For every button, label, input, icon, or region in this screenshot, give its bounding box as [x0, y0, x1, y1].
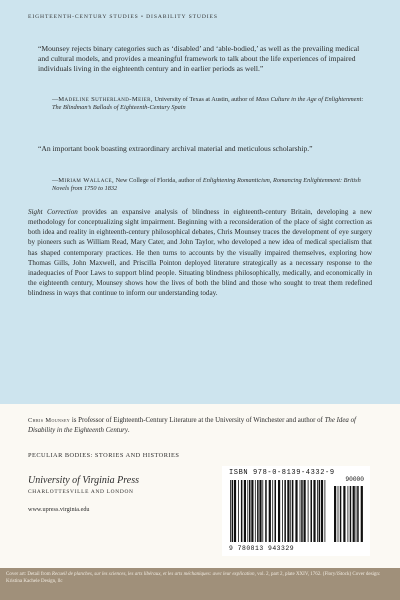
barcode-bar	[357, 486, 359, 542]
barcode-bar	[304, 480, 306, 542]
barcode-bar	[325, 480, 326, 542]
barcode-bar	[343, 486, 345, 542]
attribution-book: Mass Culture in the Age of Enlightenment: The Blindman’s Ballads of Eighteenth-Century Spain	[52, 96, 364, 112]
barcode-bar	[272, 480, 273, 542]
barcode-bar	[295, 480, 297, 542]
credit-text: Detail from	[26, 572, 52, 577]
barcode-bar	[290, 480, 291, 542]
barcode-bar	[338, 486, 339, 542]
author-name: Chris Mounsey	[28, 417, 71, 424]
barcode-bar	[255, 480, 256, 542]
attribution-book: Enlightening Romanticism, Romancing Enlightenment: British Novels from 1750 to 1832	[52, 177, 361, 193]
barcode-bar	[356, 486, 357, 542]
isbn-label: ISBN 978-0-8139-4332-9	[229, 469, 335, 477]
barcode-bar	[300, 480, 301, 542]
barcode-bar	[238, 480, 239, 542]
attribution-dash: —	[52, 177, 59, 184]
price-code: 90000	[345, 476, 364, 483]
barcode-bar	[292, 480, 294, 542]
barcode-bar	[278, 480, 280, 542]
barcode-bars	[222, 466, 370, 556]
barcode-bar	[275, 480, 277, 542]
barcode-bar	[313, 480, 315, 542]
barcode-bar	[350, 486, 352, 542]
barcode-bar	[334, 486, 336, 542]
barcode-bar	[321, 480, 323, 542]
publisher-name: University of Virginia Press	[28, 475, 140, 486]
blurb-attribution-1	[52, 96, 374, 113]
barcode-bar	[348, 486, 349, 542]
author-bio	[28, 416, 372, 436]
attribution-name: Madeline Sutherland-Meier,	[58, 96, 153, 103]
barcode-bar	[262, 480, 263, 542]
attribution-affiliation: New College of Florida, author of	[114, 177, 203, 184]
attribution-dash: —	[52, 96, 59, 103]
barcode-bar	[251, 480, 253, 542]
book-title: Sight Correction	[28, 208, 78, 216]
author-book: The Idea of Disability in the Eighteenth Century	[28, 417, 356, 434]
barcode-digits: 9 780813 943329	[229, 545, 295, 552]
series-name: PECULIAR BODIES: STORIES AND HISTORIES	[28, 452, 180, 459]
barcode-bar	[234, 480, 236, 542]
barcode-bar	[361, 486, 363, 542]
book-description	[28, 207, 372, 298]
barcode-bar	[340, 486, 342, 542]
barcode-bar	[353, 486, 355, 542]
barcode-bar	[282, 480, 283, 542]
description-body: provides an expansive analysis of blindness in eighteenth-century Britain, developing a new methodology for conceptualizing sight impairment. Beginning with a reconsideration of the place of sight correction as both idea and reality in eighteenth-century philosophical debates, Chris Mounsey traces the development of eye surgery by pioneers such as William Read, Mary Cater, and John Taylor, who developed a new idea of medical specialism that has shaped contemporary practices. He then turns to accounts by the visually impaired themselves, exploring how Thomas Gills, John Maxwell, and Priscilla Pointon deployed literature strategically as a necessary response to the inadequacies of Poor Laws to support blind people. Situating blindness philosophically, medically, and economically in the eighteenth century, Mounsey shows how the lives of both the blind and those who sought to treat them redefined blindness in ways that continue to inform our understanding today.	[28, 208, 372, 298]
attribution-affiliation: University of Texas at Austin, author of	[152, 96, 256, 103]
barcode-bar	[230, 480, 231, 542]
barcode-bar	[284, 480, 286, 542]
author-bio-end: .	[127, 427, 130, 434]
credit-label-art: Cover art:	[6, 572, 27, 577]
barcode-bar	[319, 480, 321, 542]
barcode-bar	[249, 480, 251, 542]
credit-title: Recueil de planches, sur les sciences, les arts libéraux, et les arts méchaniques: avec leur explication	[51, 572, 255, 577]
barcode-bar	[301, 480, 303, 542]
barcode-bar	[317, 480, 318, 542]
barcode-bar	[247, 480, 248, 542]
barcode-bar	[244, 480, 246, 542]
blurb-quote-1: “Mounsey rejects binary categories such as ‘disabled’ and ‘able-bodied,’ as well as the prevailing medical and cultural models, and provides a meaningful framework to talk about the life experiences of impaired individuals living in the eighteenth century and in earlier periods as well.”	[38, 44, 360, 74]
barcode-bar	[311, 480, 313, 542]
series-header: EIGHTEENTH-CENTURY STUDIES • DISABILITY STUDIES	[28, 14, 218, 20]
publisher-url: www.upress.virginia.edu	[28, 506, 90, 513]
barcode-bar	[232, 480, 234, 542]
blurb-attribution-2	[52, 177, 374, 194]
barcode-bar	[257, 480, 259, 542]
barcode-bar	[269, 480, 271, 542]
barcode-bar	[241, 480, 243, 542]
blurb-quote-2: “An important book boasting extraordinary archival material and meticulous scholarship.”	[38, 144, 313, 153]
credit-designer: Kristina Kachele Design, llc	[6, 579, 63, 584]
publisher-location: CHARLOTTESVILLE AND LONDON	[28, 489, 134, 495]
credit-text-2: , vol. 2, part 2, plate XXIV, 1762. (Flory/iStock)	[254, 572, 353, 577]
attribution-name: Miriam Wallace,	[58, 177, 115, 184]
barcode	[222, 466, 370, 556]
credit-label-design: Cover design:	[352, 572, 381, 577]
barcode-bar	[265, 480, 267, 542]
author-bio-text: is Professor of Eighteenth-Century Literature at the University of Winchester and author of	[70, 417, 325, 424]
barcode-bar	[308, 480, 309, 542]
barcode-bar	[287, 480, 289, 542]
cover-credits	[6, 571, 394, 585]
barcode-bar	[259, 480, 261, 542]
